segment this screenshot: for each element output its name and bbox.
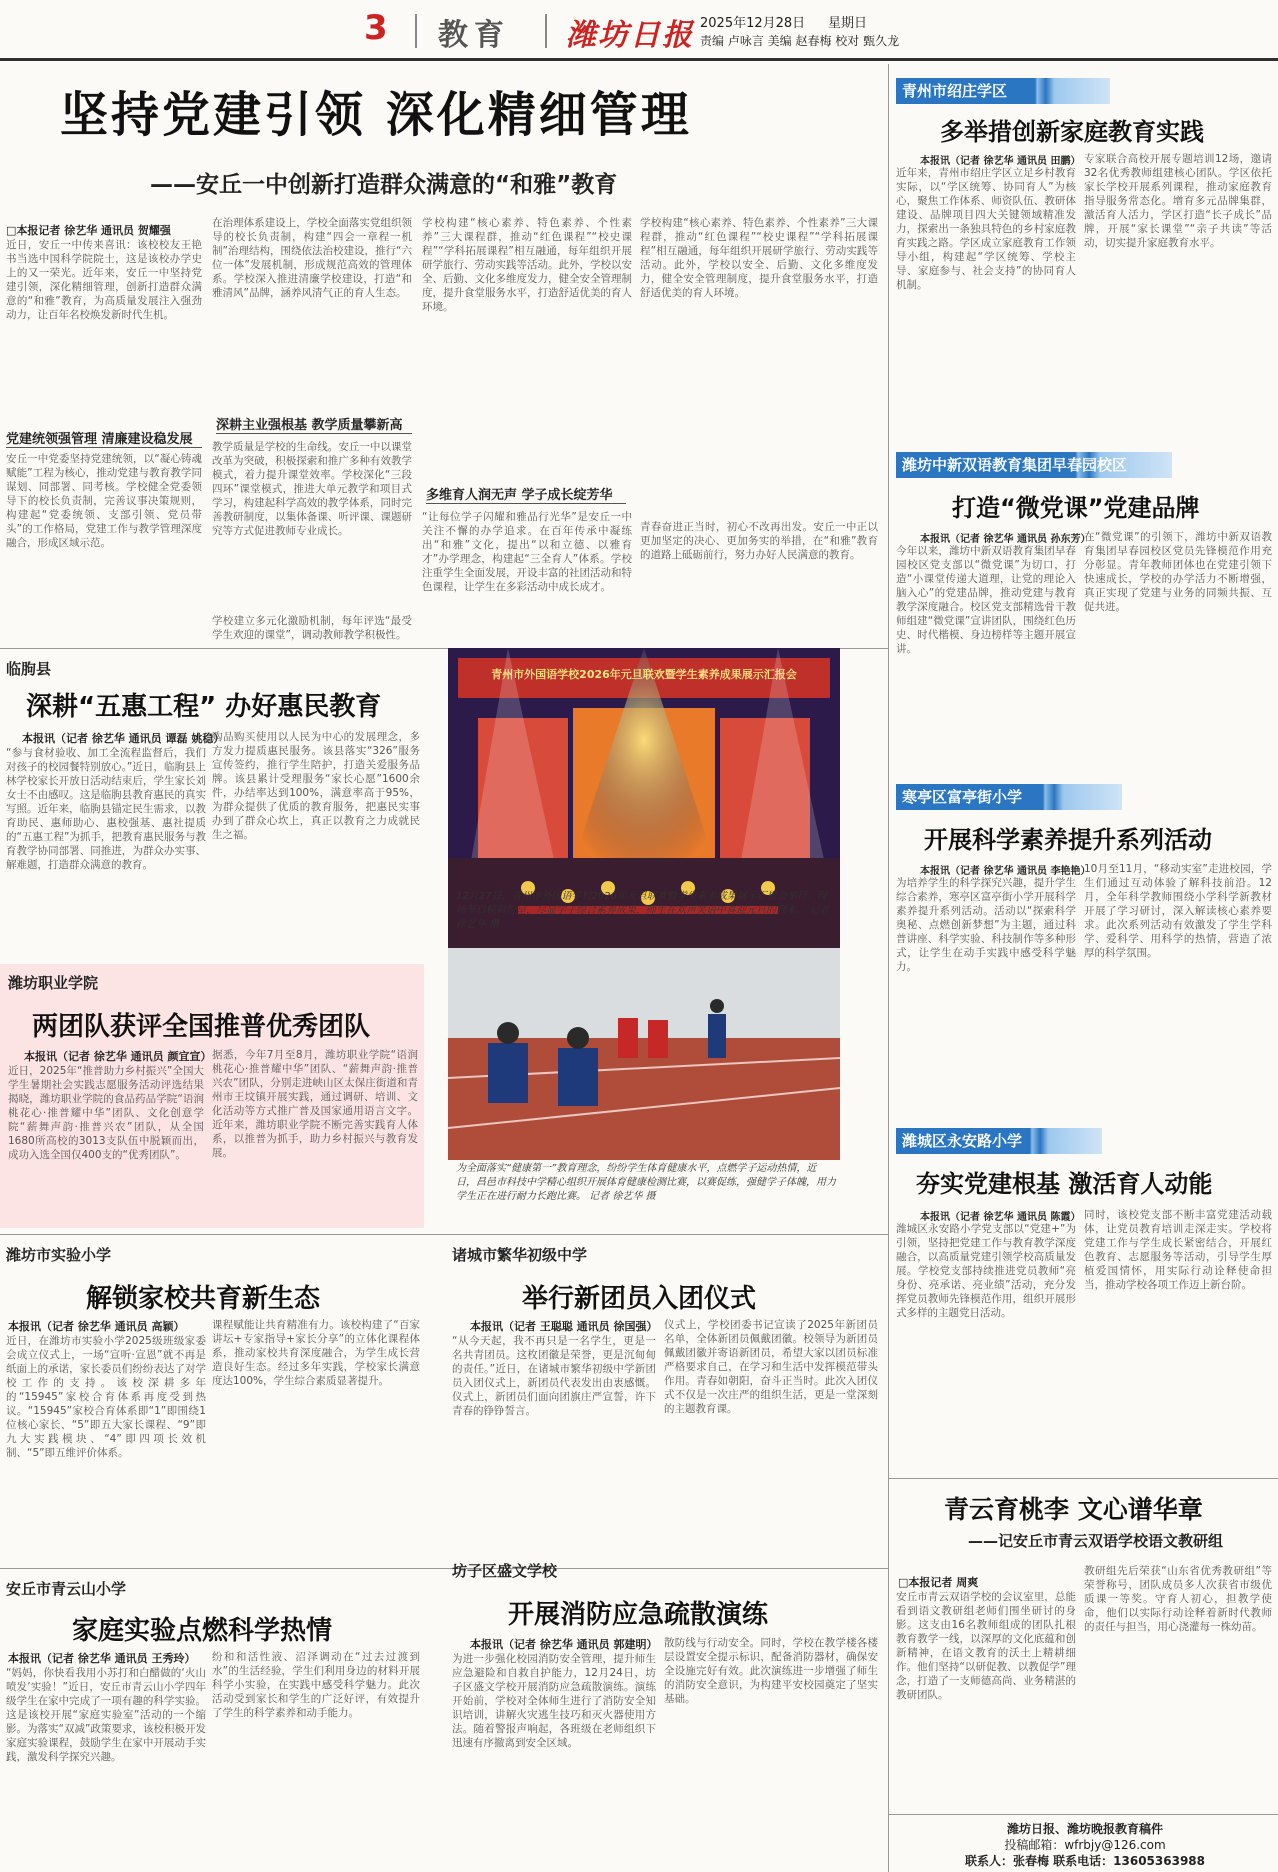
zhucheng-kicker: 诸城市繁华初级中学: [452, 1246, 588, 1264]
yongan-byline: 本报讯（记者 徐艺华 通讯员 陈霞）: [920, 1212, 1081, 1223]
qingyun-byline: □本报记者 周爽: [898, 1576, 979, 1589]
zhucheng-text: 仪式上，学校团委书记宣读了2025年新团员名单，全体新团员佩戴团徽。校领导为新团员佩戴团徽并寄语新团员，希望大家以团员标准严格要求自己，在学习和生活中发挥模范带头作用。青春如朝阳，奋斗正当时。此次入团仪式不仅是一次庄严的组织生活，更是一堂深刻的主题教育课。: [664, 1319, 878, 1415]
running-photo: [448, 948, 840, 1160]
divider: [0, 1234, 888, 1235]
weekday: 星期日: [828, 16, 868, 31]
lead-paragraph: 在治理体系建设上，学校全面落实党组织领导的校长负责制，构建“四会一章程一机制”治理结构，围绕依法治校建设，推行“六位一体”发展机制，形成规范高效的管理体系。学校深入推进清廉学校建设，打造“和雅清风”品牌，涵养风清气正的育人生态。: [212, 217, 412, 299]
qingyun-subtitle: ——记安丘市青云双语学校语文教研组: [968, 1532, 1224, 1550]
lead-paragraph: 学校构建“核心素养、特色素养、个性素养”三大课程群，推动“红色课程”“校史课程”“学科拓展课程”相互融通，每年组织开展研学旅行、劳动实践等活动。此外，学校以安全、后勤、文化多维度发力，健全安全管理制度，提升食堂服务水平，打造舒适优美的育人环境。: [422, 217, 632, 313]
footer-contact: 联系人：张春梅 联系电话：13605363988: [964, 1854, 1206, 1868]
divider: [888, 1814, 1278, 1815]
qingyun-text: 教研组先后荣获“山东省优秀教研组”等荣誉称号，团队成员多人次获省市级优质课一等奖。守育人初心，担教学使命，他们以实际行动诠释着新时代教师的责任与担当，用心浇灌每一株幼苗。: [1084, 1565, 1272, 1633]
footer-title: 潍坊日报、潍坊晚报教育稿件: [1006, 1822, 1163, 1836]
lead-intro: 近日，安丘一中传来喜讯：该校校友王艳书当选中国科学院院士，这是该校办学史上的又一荣光。近年来，安丘一中坚持党建引领，深化精细管理，创新打造群众满意的“和雅”教育，为高质量发展注入强劲动力，让百年名校焕发新时代生机。: [6, 239, 202, 321]
hanting-banner: 寒亭区富亭街小学: [896, 784, 1122, 810]
qingyunshan-text: “妈妈，你快看我用小苏打和白醋做的‘火山喷发’实验！”近日，安丘市青云山小学四年级学生在家中完成了一项有趣的科学实验。这是该校开展“家庭实验室”活动的一个缩影。为落实“双减”政策要求，该校积极开发家庭实验课程，鼓励学生在家中开展动手实践，激发科学探究兴趣。: [6, 1667, 206, 1763]
issue-date: 2025年12月28日: [700, 16, 806, 31]
vocational-byline: 本报讯（记者 徐艺华 通讯员 颜宜宣）: [24, 1050, 212, 1063]
photo-caption-1: 12月27日，青州市外国语学校2026年元旦联欢暨学生素养成果展示汇报会举行。现场节目精彩纷呈，尽显学子综合素养成果，师生在欢声笑语中喜迎元旦的到来。 记者 徐艺华 摄: [456, 891, 830, 930]
linqu-kicker: 临朐县: [6, 660, 52, 678]
lead-paragraph: 学校建立多元化激励机制，每年评选“最受学生欢迎的课堂”，调动教师教学积极性。: [212, 615, 412, 641]
hanting-byline: 本报讯（记者 徐艺华 通讯员 李艳艳）: [920, 866, 1091, 877]
lead-subhead-3: 多维育人润无声 学子成长绽芳华: [426, 484, 626, 504]
qingzhou-byline: 本报讯（记者 徐艺华 通讯员 田鹏）: [920, 156, 1081, 167]
fangzi-text: 散防线与行动安全。同时，学校在教学楼各楼层设置安全提示标识，配备消防器材，确保安全设施完好有效。此次演练进一步增强了师生的消防安全意识，为构建平安校园奠定了坚实基础。: [664, 1637, 878, 1705]
divider: [0, 1568, 888, 1569]
vocational-text: 近日，2025年“推普助力乡村振兴”全国大学生暑期社会实践志愿服务活动评选结果揭晓，潍坊职业学院的食品药品学院“语润桃花心·推普耀中华”团队、文化创意学院“薪舞声韵·推普兴农”团队，从全国1680所高校的3013支队伍中脱颖而出，成功入选全国仅400支的“优秀团队”。: [8, 1065, 204, 1161]
fangzi-byline: 本报讯（记者 徐艺华 通讯员 郭建明）: [470, 1638, 658, 1651]
yongan-title: 夯实党建根基 激活育人动能: [916, 1170, 1213, 1198]
experimental-text: 近日，在潍坊市实验小学2025级班级家委会成立仪式上，一场“宣听·宣恩”就不再是纸面上的承诺，家长委员们纷纷表达了对学校工作的支持。该校深耕多年的“15945”家校合育体系再度受到热议。“15945”家校合育体系即“1”即围绕1位核心家长、“5”即五大家长课程、“9”即九大实践模块、“4”即四项长效机制、“5”即五维评价体系。: [6, 1335, 206, 1459]
lead-paragraph: 教学质量是学校的生命线。安丘一中以课堂改革为突破，积极探索和推广多种有效教学模式，着力提升课堂效率。学校深化“三段四环”课堂模式，推进大单元教学和项目式学习，构建起科学高效的教学体系，同时完善教研制度，以集体备课、听评课、课题研究等方式促进教师专业成长。: [212, 441, 412, 537]
qingzhou-text: 专家联合高校开展专题培训12场，邀请32名优秀教师组建核心团队。学区依托家长学校开展系列课程，推动家庭教育指导服务常态化。增育多元品牌集群，激活育人活力，学区打造“长子成长”品牌，开展“家长课堂”“亲子共读”等活动，切实提升家庭教育水平。: [1084, 153, 1272, 249]
page-number: 3: [364, 8, 388, 48]
footer-email: 投稿邮箱：wfrbjy@126.com: [1004, 1838, 1166, 1852]
photo-caption-2: 为全面落实“健康第一”教育理念，纷纷学生体育健康水平，点燃学子运动热情，近日，昌邑市科技中学精心组织开展体育健康检测比赛，以赛促练，强健学子体魄，用力学生正在进行耐力长跑比赛。 记者 徐艺华 摄: [456, 1163, 836, 1202]
column-divider: [888, 64, 889, 1872]
zhucheng-title: 举行新团员入团仪式: [522, 1284, 757, 1314]
masthead: [0, 0, 1278, 61]
linqu-title: 深耕“五惠工程” 办好惠民教育: [26, 692, 382, 722]
vocational-title: 两团队获评全国推普优秀团队: [32, 1012, 371, 1042]
stage-banner-text: 青州市外国语学校2026年元旦联欢暨学生素养成果展示汇报会: [491, 668, 797, 681]
lead-subhead-1: 党建统领强管理 清廉建设稳发展: [6, 428, 202, 448]
linqu-text: 购品购买使用以人民为中心的发展理念，多方发力提质惠民服务。该县落实“326”服务宣传签约，推行学生陪护，打造关爱服务品牌。该县累计受理服务“家长心愿”1600余件，办结率达到100%，满意率高于95%，为群众提供了优质的教育服务，把惠民实事办到了群众心坎上，真正以教育之力成就民生之福。: [212, 731, 420, 841]
section-name: 教育: [438, 18, 510, 53]
qingyunshan-text: 纷和和活性液、沼泽调动在“过去过渡到水”的生活经验，学生们利用身边的材料开展科学小实验，在实践中感受科学魅力。此次活动受到家长和学生的广泛好评，有效提升了学生的科学素养和动手能力。: [212, 1651, 420, 1719]
qingzhou-title: 多举措创新家庭教育实践: [940, 118, 1204, 146]
experimental-kicker: 潍坊市实验小学: [6, 1246, 112, 1264]
lead-subhead-2: 深耕主业强根基 教学质量攀新高: [216, 414, 412, 434]
hanting-text: 10月至11月，“移动实室”走进校园，学生们通过互动体验了解科技前沿。12月，全年科学教师围绕小学科学新教材开展了学习研讨，深入解读核心素养要求。此次系列活动有效激发了学生学科学、爱科学、用科学的热情，营造了浓厚的科学氛围。: [1084, 863, 1272, 959]
qingzhou-text: 近年来，青州市绍庄学区立足乡村教育实际，以“学区统筹、协同育人”为核心，聚焦工作体系、师资队伍、教研体建设、品牌项目四大关键领域精准发力，探索出一条独具特色的乡村家庭教育实践之路。学区成立家庭教育工作领导小组，构建起“学区统筹、学校主导、家庭参与、社会支持”的协同育人机制。: [896, 167, 1076, 291]
qingzhou-banner: 青州市绍庄学区: [896, 78, 1110, 104]
bilingual-title: 打造“微党课”党建品牌: [952, 494, 1200, 522]
zhucheng-text: “从今天起，我不再只是一名学生，更是一名共青团员。这枚团徽是荣誉，更是沉甸甸的责任。”近日，在诸城市繁华初级中学新团员入团仪式上，新团员代表发出由衷感慨。仪式上，新团员们面向团旗庄严宣誓，许下青春的铮铮誓言。: [452, 1335, 656, 1417]
qingyunshan-byline: 本报讯（记者 徐艺华 通讯员 王秀玲）: [8, 1652, 196, 1665]
experimental-byline: 本报讯（记者 徐艺华 通讯员 高颖）: [8, 1320, 185, 1333]
lead-paragraph: 青春奋进正当时，初心不改再出发。安丘一中正以更加坚定的决心、更加务实的举措，在“和雅”教育的道路上砥砺前行，努力办好人民满意的教育。: [640, 521, 878, 561]
editor-credits: 责编 卢咏言 美编 赵春梅 校对 甄久龙: [700, 34, 900, 48]
hanting-title: 开展科学素养提升系列活动: [924, 826, 1212, 854]
experimental-title: 解锁家校共育新生态: [86, 1284, 321, 1314]
qingyunshan-title: 家庭实验点燃科学热情: [72, 1616, 333, 1646]
hanting-text: 为培养学生的科学探究兴趣，提升学生综合素养，寒亭区富亭街小学开展科学素养提升系列活动。活动以“探索科学奥秘、点燃创新梦想”为主题，通过科普讲座、科学实验、科技制作等多种形式，让学生在动手实践中感受科学魅力。: [896, 877, 1076, 973]
lead-paragraph: 安丘一中党委坚持党建统领，以“凝心铸魂赋能”工程为核心，推动党建与教育教学同谋划、同部署、同考核。学校健全党委领导下的校长负责制，完善议事决策规则，构建起“党委统领、支部引领、党员带头”的工作格局，党建工作与教学管理深度融合，形成区域示范。: [6, 453, 202, 549]
divider: [545, 14, 547, 48]
qingyun-text: 安丘市青云双语学校的会议室里，总能看到语文教研组老师们围坐研讨的身影。这支由16名教师组成的团队扎根教育教学一线，以深厚的文化底蕴和创新精神，在语文教育的沃土上精耕细作。他们坚持“以研促教、以教促学”理念，打造了一支师德高尚、业务精湛的教研团队。: [896, 1591, 1076, 1701]
bilingual-text: 在“微党课”的引领下，潍坊中新双语教育集团早春园校区党员先锋模范作用充分彰显。青年教师团体也在党建引领下快速成长，学校的办学活力不断增强，真正实现了党建与业务的同频共振、互促共进。: [1084, 531, 1272, 613]
qingyunshan-kicker: 安丘市青云山小学: [6, 1580, 127, 1598]
vocational-text: 据悉，今年7月至8月，潍坊职业学院“语润桃花心·推普耀中华”团队、“薪舞声韵·推普兴农”团队，分别走进峡山区太保庄街道和青州市王坟镇开展实践，通过调研、培训、文化活动等方式推广普及国家通用语言文字。近年来，潍坊职业学院不断完善实践育人体系，以推普为抓手，助力乡村振兴与教育发展。: [212, 1049, 418, 1159]
lead-paragraph: “让每位学子闪耀和雅品行光华”是安丘一中关注不懈的办学追求。在百年传承中凝练出“和雅”文化，提出“以和立德、以雅育才”办学理念，构建起“三全育人”体系。学校注重学生全面发展，开设丰富的社团活动和特色课程，让学生在多彩活动中成长成才。: [422, 511, 632, 593]
qingyun-title: 青云育桃李 文心谱华章: [944, 1495, 1203, 1524]
paper-logo: 潍坊日报: [566, 18, 694, 53]
linqu-text: “参与食材验收、加工全流程监督后，我们对孩子的校园餐特别放心。”近日，临朐县上林学校家长开放日活动结束后，学生家长刘女士不由感叹。这是临朐县教育惠民的真实写照。近年来，临朐县锚定民生需求，以教育助民、惠师助心、惠校强基、惠社提质的“五惠工程”为抓手，把教育惠民服务与教育教学协同部署、同推进，为群众办实事、解难题，打造群众满意的教育。: [6, 747, 206, 871]
divider: [888, 1478, 1278, 1479]
lead-title: 坚持党建引领 深化精细管理: [60, 87, 692, 143]
divider: [415, 14, 417, 48]
vocational-kicker: 潍坊职业学院: [8, 974, 99, 992]
zhucheng-byline: 本报讯（记者 王聪聪 通讯员 徐国强）: [470, 1320, 658, 1333]
yongan-text: 同时，该校党支部不断丰富党建活动载体，让党员教育培训走深走实。学校将党建工作与学生成长紧密结合，开展红色教育、志愿服务等活动，引导学生厚植爱国情怀，用实际行动诠释使命担当，推动学校各项工作迈上新台阶。: [1084, 1209, 1272, 1291]
yongan-text: 潍城区永安路小学党支部以“党建+”为引领，坚持把党建工作与教育教学深度融合，以高质量党建引领学校高质量发展。学校党支部持续推进党员教师“亮身份、亮承诺、亮业绩”活动，充分发挥党员教师先锋模范作用，组织开展形式多样的主题党日活动。: [896, 1223, 1076, 1319]
lead-subtitle: ——安丘一中创新打造群众满意的“和雅”教育: [150, 172, 618, 198]
fangzi-text: 为进一步强化校园消防安全管理，提升师生应急避险和自救自护能力，12月24日，坊子区盛文学校开展消防应急疏散演练。演练开始前，学校对全体师生进行了消防安全知识培训，讲解火灾逃生技巧和灭火器使用方法。随着警报声响起，各班级在老师组织下迅速有序撤离到安全区域。: [452, 1653, 656, 1749]
running-illustration: [448, 948, 840, 1160]
bilingual-text: 今年以来，潍坊中新双语教育集团早春园校区党支部以“微党课”为切口，打造“小课堂传递大道理，让党的理论入脑入心”的党建品牌，推动党建与教育教学深度融合。校区党支部精选骨干教师组建“微党课”宣讲团队，围绕红色历史、时代楷模、身边榜样等主题开展宣讲。: [896, 545, 1076, 655]
fangzi-kicker: 坊子区盛文学校: [452, 1562, 558, 1580]
lead-byline: □本报记者 徐艺华 通讯员 贺耀强: [6, 224, 171, 237]
experimental-text: 课程赋能让共育精准有力。该校构建了“百家讲坛+专家指导+家长分享”的立体化课程体系，推动家校共育深度融合，为学生成长营造良好生态。经过多年实践，学校家长满意度达100%，学生综合素质显著提升。: [212, 1319, 420, 1387]
fangzi-title: 开展消防应急疏散演练: [508, 1600, 769, 1630]
bilingual-banner: 潍坊中新双语教育集团早春园校区: [896, 452, 1172, 478]
linqu-byline: 本报讯（记者 徐艺华 通讯员 谭磊 姚稳）: [22, 732, 225, 745]
yongan-banner: 潍城区永安路小学: [896, 1128, 1102, 1154]
lead-paragraph: 学校构建“核心素养、特色素养、个性素养”三大课程群，推动“红色课程”“校史课程”“学科拓展课程”相互融通，每年组织开展研学旅行、劳动实践等活动。此外，学校以安全、后勤、文化多维度发力，健全安全管理制度，提升食堂服务水平，打造舒适优美的育人环境。: [640, 217, 878, 299]
bilingual-byline: 本报讯（记者 徐艺华 通讯员 孙东芳）: [920, 534, 1091, 545]
